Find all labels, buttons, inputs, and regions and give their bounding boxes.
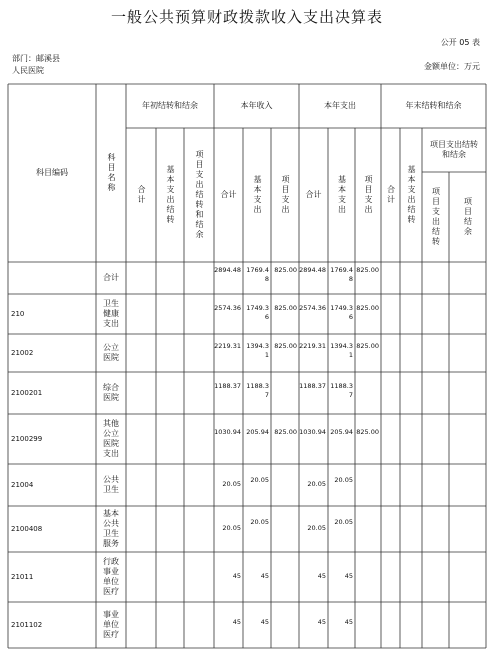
col-header-begin-project: 项目支出结转和结余 <box>195 150 204 240</box>
col-header-end-project-balance: 项目结余 <box>463 197 473 237</box>
expense-basic: 20.05 <box>334 476 353 484</box>
income-basic: 45 <box>260 618 269 626</box>
row-code: 21004 <box>11 481 34 489</box>
expense-total: 20.05 <box>307 524 326 532</box>
row-code <box>8 262 96 294</box>
row-name: 合计 <box>103 273 119 282</box>
income-total: 2894.48 <box>214 266 241 274</box>
group-header-end-project: 项目支出结转和结余 <box>430 140 478 159</box>
col-header-begin-total: 合计 <box>137 185 146 205</box>
row-name: 公共卫生 <box>103 475 119 494</box>
income-total: 1030.94 <box>214 428 241 436</box>
expense-total: 1030.94 <box>299 428 326 436</box>
expense-project: 825.00 <box>356 304 379 312</box>
col-header-name: 科目名称 <box>107 153 116 193</box>
income-project: 825.00 <box>274 342 297 350</box>
expense-project <box>355 476 381 502</box>
income-project <box>271 382 299 408</box>
income-total: 2574.36 <box>214 304 241 312</box>
row-code: 2100299 <box>11 435 43 443</box>
col-header-end-project-carry: 项目支出结转 <box>431 187 441 247</box>
row-name: 事业单位医疗 <box>103 610 119 639</box>
group-header-income: 本年收入 <box>240 101 273 110</box>
expense-total: 45 <box>317 572 326 580</box>
expense-basic: 45 <box>344 618 353 626</box>
income-project <box>271 572 299 586</box>
expense-basic: 1188.37 <box>330 382 353 399</box>
row-code: 2101102 <box>11 621 43 629</box>
expense-project: 825.00 <box>356 342 379 350</box>
income-total: 20.05 <box>222 524 241 532</box>
col-header-code: 科目编码 <box>36 168 68 177</box>
income-total: 2219.31 <box>214 342 241 350</box>
income-basic: 1188.37 <box>246 382 269 399</box>
expense-project <box>355 518 381 544</box>
row-name: 其他公立医院支出 <box>103 419 119 458</box>
income-basic: 20.05 <box>250 518 269 526</box>
income-basic: 20.05 <box>250 476 269 484</box>
row-name: 综合医院 <box>103 383 119 402</box>
income-basic: 1394.31 <box>246 342 269 359</box>
expense-total: 45 <box>317 618 326 626</box>
row-code: 21011 <box>11 573 34 581</box>
expense-basic: 205.94 <box>330 428 353 436</box>
expense-total: 2219.31 <box>299 342 326 350</box>
expense-project <box>355 382 381 408</box>
expense-basic: 45 <box>344 572 353 580</box>
col-header-income-basic: 基本支出 <box>253 175 262 215</box>
expense-basic: 1769.48 <box>330 266 353 283</box>
income-total: 20.05 <box>222 480 241 488</box>
income-project <box>271 518 299 544</box>
unit-label: 金额单位：万元 <box>424 62 480 71</box>
expense-project <box>355 572 381 586</box>
group-header-end: 年末结转和结余 <box>405 101 462 110</box>
col-header-expense-basic: 基本支出 <box>337 175 347 215</box>
income-project: 825.00 <box>274 266 297 274</box>
expense-project: 825.00 <box>356 428 379 436</box>
income-project <box>271 476 299 502</box>
row-name: 行政事业单位医疗 <box>103 557 119 596</box>
row-code: 2100408 <box>11 525 43 533</box>
income-project: 825.00 <box>274 304 297 312</box>
expense-basic: 1749.36 <box>330 304 353 321</box>
income-total: 45 <box>232 572 241 580</box>
expense-basic: 20.05 <box>334 518 353 526</box>
row-name: 公立医院 <box>103 343 119 362</box>
income-basic: 205.94 <box>246 428 269 436</box>
group-header-begin: 年初结转和结余 <box>142 101 198 110</box>
page-title: 一般公共预算财政拨款收入支出决算表 <box>110 8 383 26</box>
form-number: 公开 05 表 <box>440 38 480 47</box>
col-header-end-total: 合计 <box>386 185 396 205</box>
row-code: 21002 <box>11 349 34 357</box>
col-header-end-basic: 基本支出结转 <box>407 165 416 225</box>
expense-total: 2894.48 <box>299 266 326 274</box>
income-total: 1188.37 <box>214 382 241 390</box>
expense-project <box>355 618 381 632</box>
department-label: 部门：邮溪县 <box>12 54 60 63</box>
expense-project: 825.00 <box>356 266 379 274</box>
row-code: 210 <box>11 310 25 318</box>
income-basic: 1749.36 <box>246 304 269 321</box>
col-header-income-project: 项目支出 <box>281 175 290 215</box>
col-header-expense-total: 合计 <box>305 190 322 199</box>
income-project: 825.00 <box>274 428 297 436</box>
expense-total: 1188.37 <box>299 382 326 390</box>
col-header-begin-basic: 基本支出结转 <box>166 165 175 225</box>
group-header-expense: 本年支出 <box>324 101 356 110</box>
expense-total: 20.05 <box>307 480 326 488</box>
row-name: 基本公共卫生服务 <box>103 509 119 548</box>
income-basic: 1769.48 <box>246 266 269 283</box>
row-name: 卫生健康支出 <box>103 299 119 328</box>
income-project <box>271 618 299 632</box>
income-total: 45 <box>232 618 241 626</box>
col-header-expense-project: 项目支出 <box>364 175 373 215</box>
row-code: 2100201 <box>11 389 43 397</box>
department-name: 人民医院 <box>12 66 44 75</box>
expense-total: 2574.36 <box>299 304 326 312</box>
expense-basic: 1394.31 <box>330 342 353 359</box>
income-basic: 45 <box>260 572 269 580</box>
col-header-income-total: 合计 <box>220 190 237 199</box>
